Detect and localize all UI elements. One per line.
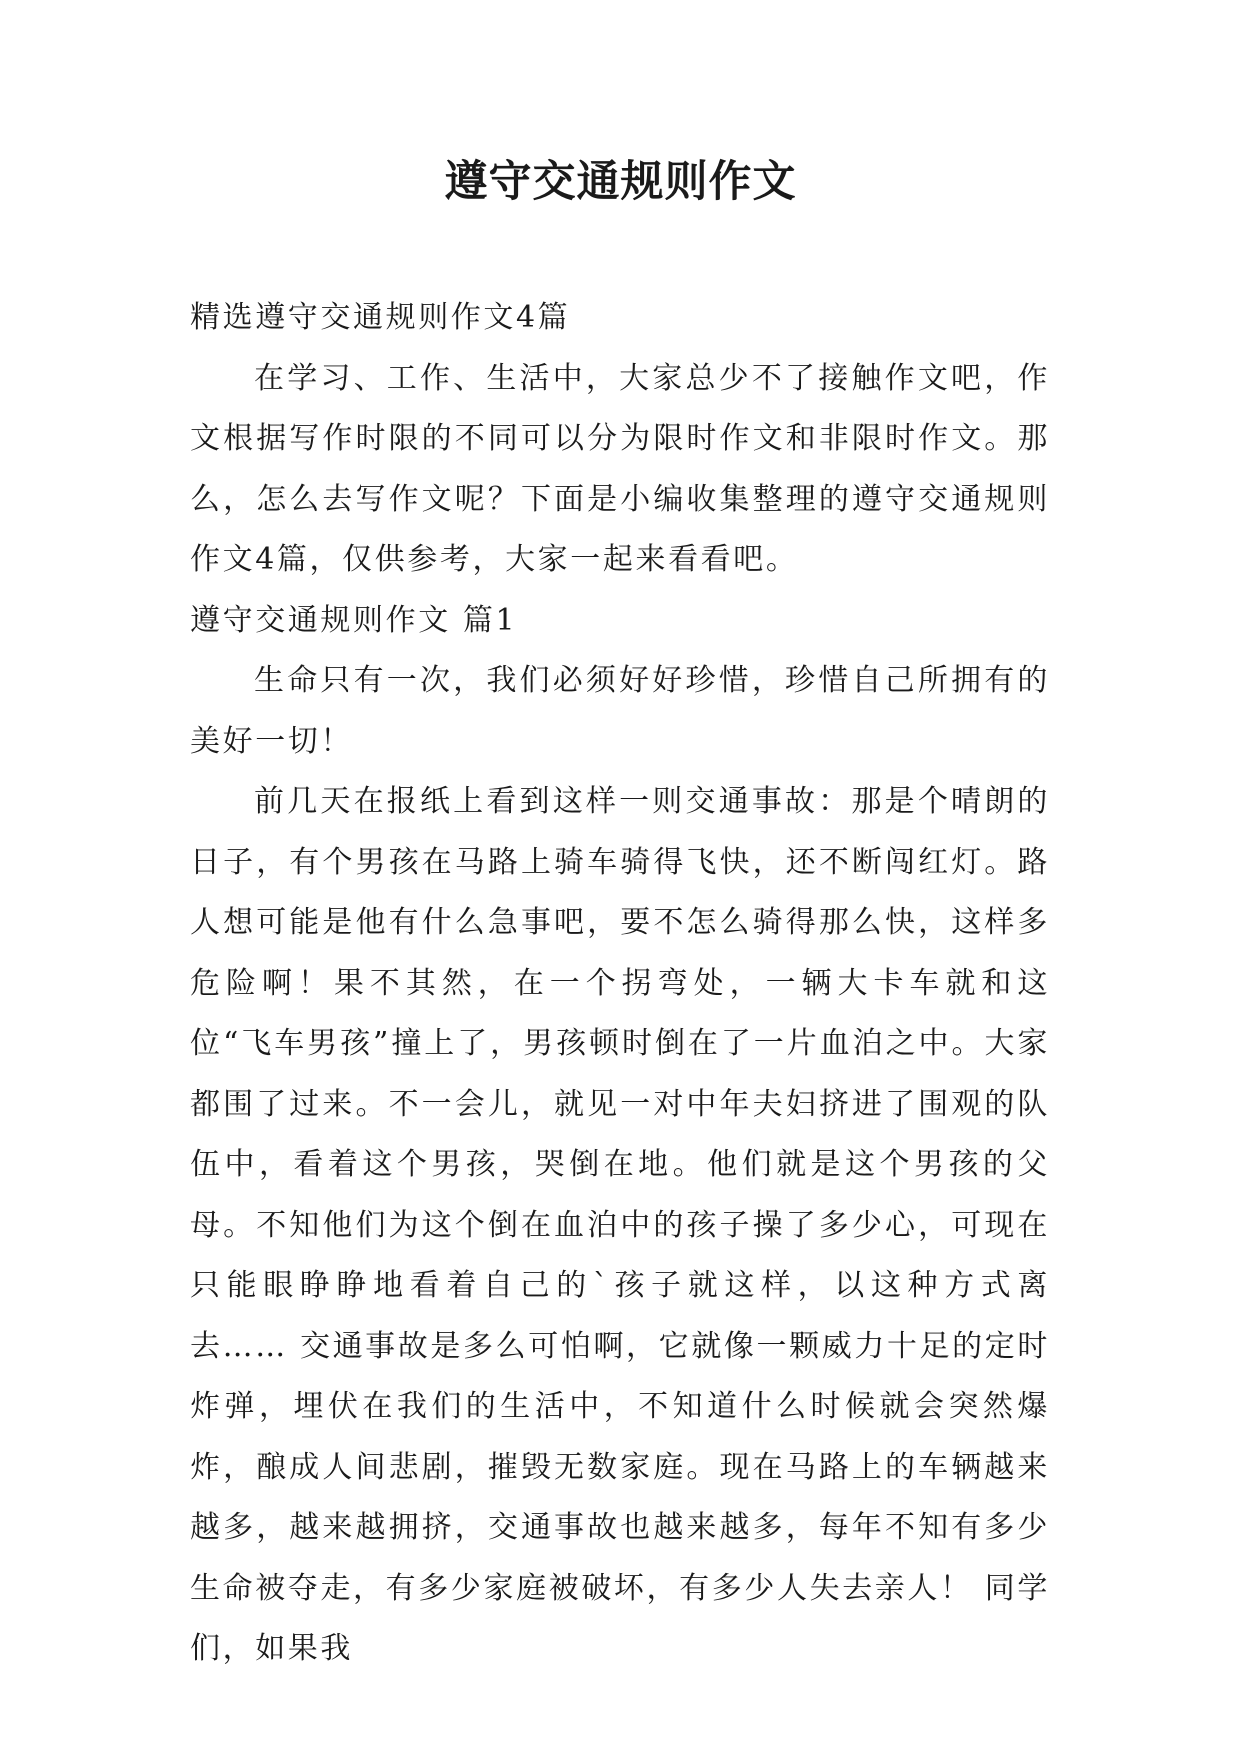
page-title: 遵守交通规则作文 — [444, 157, 797, 207]
document-body — [190, 288, 1050, 1680]
body-paragraph-1: 生命只有一次，我们必须好好珍惜，珍惜自己所拥有的美好一切！ — [190, 663, 1050, 759]
intro-paragraph: 在学习、工作、生活中，大家总少不了接触作文吧，作文根据写作时限的不同可以分为限时作文和非限时作文。那么，怎么去写作文呢？下面是小编收集整理的遵守交通规则作文4篇，仅供参考，大家一起来看看吧。 — [190, 360, 1050, 577]
document-subtitle: 精选遵守交通规则作文4篇 — [190, 300, 571, 335]
section-heading: 遵守交通规则作文 篇1 — [190, 602, 518, 638]
body-paragraph-2: 前几天在报纸上看到这样一则交通事故：那是个晴朗的日子，有个男孩在马路上骑车骑得飞快，还不断闯红灯。路人想可能是他有什么急事吧，要不怎么骑得那么快，这样多危险啊！果不其然，在一个拐弯处，一辆大卡车就和这位“飞车男孩”撞上了，男孩顿时倒在了一片血泊之中。大家都围了过来。不一会儿，就见一对中年夫妇挤进了围观的队伍中，看着这个男孩，哭倒在地。他们就是这个男孩的父母。不知他们为这个倒在血泊中的孩子操了多少心，可现在只能眼睁睁地看着自己的`孩子就这样，以这种方式离去…… 交通事故是多么可怕啊，它就像一颗威力十足的定时炸弹，埋伏在我们的生活中，不知道什么时候就会突然爆炸，酿成人间悲剧，摧毁无数家庭。现在马路上的车辆越来越多，越来越拥挤，交通事故也越来越多，每年不知有多少生命被夺走，有多少家庭被破坏，有多少人失去亲人！ 同学们，如果我 — [190, 784, 1050, 1666]
